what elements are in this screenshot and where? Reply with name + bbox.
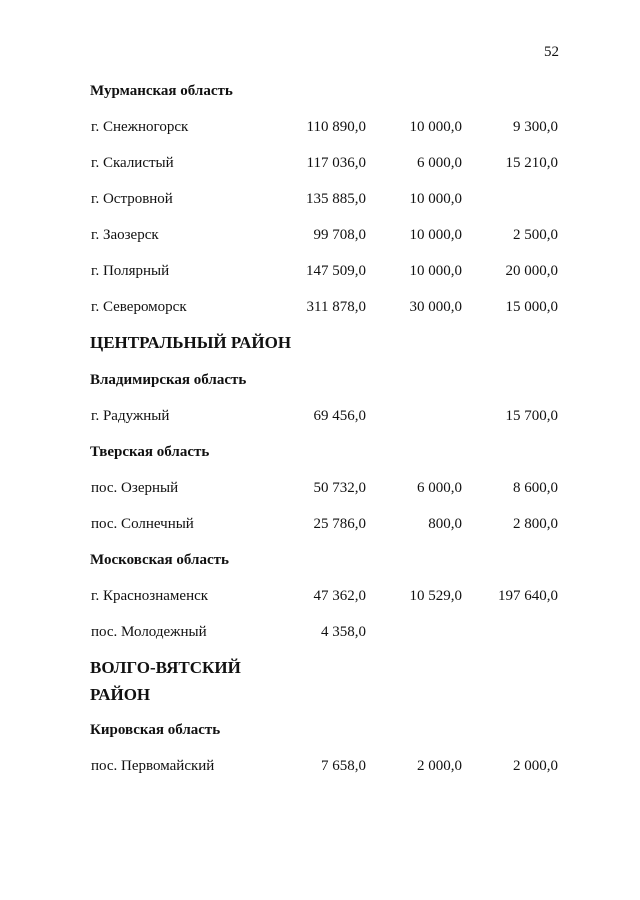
value-col-3: 15 700,0 <box>505 408 558 424</box>
table-row <box>0 621 640 643</box>
oblast-heading: Владимирская область <box>90 372 247 388</box>
value-col-2: 10 000,0 <box>409 263 462 279</box>
oblast-heading-row <box>0 80 640 102</box>
settlement-name: г. Островной <box>91 191 173 207</box>
value-col-2: 10 000,0 <box>409 191 462 207</box>
settlement-name: г. Краснознаменск <box>91 588 209 604</box>
value-col-2: 6 000,0 <box>417 480 462 496</box>
table-row <box>0 477 640 499</box>
oblast-heading-row <box>0 441 640 463</box>
value-col-1: 50 732,0 <box>313 480 366 496</box>
settlement-name: пос. Первомайский <box>91 758 215 774</box>
value-col-1: 117 036,0 <box>306 155 366 171</box>
value-col-3: 15 210,0 <box>505 155 558 171</box>
table-row <box>0 296 640 318</box>
oblast-heading: Кировская область <box>90 722 221 738</box>
value-col-1: 99 708,0 <box>313 227 366 243</box>
region-heading-row <box>0 684 640 706</box>
value-col-1: 4 358,0 <box>321 624 366 640</box>
settlement-name: г. Скалистый <box>91 155 174 171</box>
region-heading: ВОЛГО-ВЯТСКИЙ <box>90 658 241 677</box>
value-col-2: 10 529,0 <box>409 588 462 604</box>
table-row <box>0 224 640 246</box>
settlement-name: г. Снежногорск <box>91 119 189 135</box>
value-col-2: 10 000,0 <box>409 227 462 243</box>
value-col-1: 135 885,0 <box>306 191 366 207</box>
value-col-1: 311 878,0 <box>306 299 366 315</box>
table-row <box>0 755 640 777</box>
settlement-name: г. Полярный <box>91 263 170 279</box>
oblast-heading-row <box>0 719 640 741</box>
table-row <box>0 260 640 282</box>
table-row <box>0 513 640 535</box>
settlement-name: пос. Озерный <box>91 480 179 496</box>
value-col-1: 47 362,0 <box>313 588 366 604</box>
table-row <box>0 188 640 210</box>
value-col-2: 800,0 <box>428 516 462 532</box>
table-row <box>0 152 640 174</box>
value-col-3: 9 300,0 <box>513 119 558 135</box>
value-col-3: 15 000,0 <box>505 299 558 315</box>
value-col-2: 2 000,0 <box>417 758 462 774</box>
oblast-heading-row <box>0 549 640 571</box>
value-col-1: 25 786,0 <box>313 516 366 532</box>
region-heading-row <box>0 657 640 679</box>
value-col-2: 30 000,0 <box>409 299 462 315</box>
value-col-3: 2 500,0 <box>513 227 558 243</box>
settlement-name: г. Североморск <box>91 299 187 315</box>
oblast-heading: Тверская область <box>90 444 210 460</box>
value-col-1: 110 890,0 <box>306 119 366 135</box>
settlement-name: пос. Солнечный <box>91 516 194 532</box>
settlement-name: пос. Молодежный <box>91 624 207 640</box>
page-number: 52 <box>544 44 559 60</box>
oblast-heading-row <box>0 369 640 391</box>
value-col-3: 20 000,0 <box>505 263 558 279</box>
settlement-name: г. Заозерск <box>91 227 159 243</box>
region-heading: ЦЕНТРАЛЬНЫЙ РАЙОН <box>90 333 292 352</box>
oblast-heading: Мурманская область <box>90 83 233 99</box>
value-col-1: 69 456,0 <box>313 408 366 424</box>
value-col-2: 10 000,0 <box>409 119 462 135</box>
value-col-1: 147 509,0 <box>306 263 366 279</box>
value-col-1: 7 658,0 <box>321 758 366 774</box>
value-col-3: 197 640,0 <box>498 588 558 604</box>
table-row <box>0 585 640 607</box>
value-col-2: 6 000,0 <box>417 155 462 171</box>
table-row <box>0 405 640 427</box>
region-heading-row <box>0 332 640 354</box>
region-heading: РАЙОН <box>90 685 151 704</box>
value-col-3: 2 000,0 <box>513 758 558 774</box>
value-col-3: 2 800,0 <box>513 516 558 532</box>
settlement-name: г. Радужный <box>91 408 170 424</box>
oblast-heading: Московская область <box>90 552 229 568</box>
table-row <box>0 116 640 138</box>
value-col-3: 8 600,0 <box>513 480 558 496</box>
